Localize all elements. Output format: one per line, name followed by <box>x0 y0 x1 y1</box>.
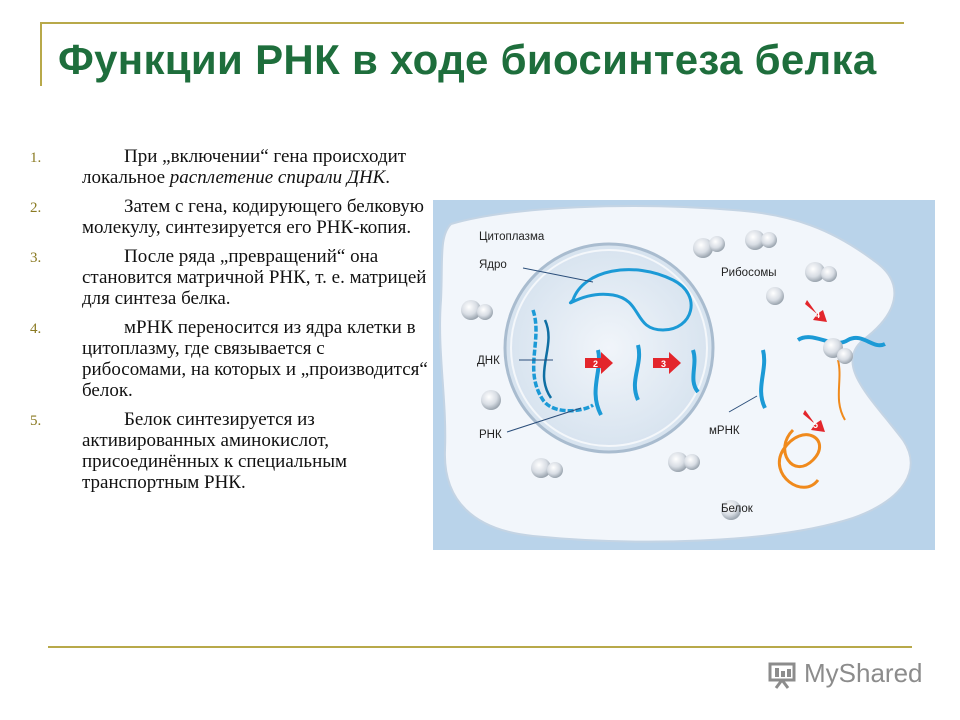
label-mrna: мРНК <box>709 425 740 437</box>
svg-text:2: 2 <box>593 359 599 369</box>
label-cytoplasm: Цитоплазма <box>479 231 545 243</box>
svg-text:4: 4 <box>815 310 821 320</box>
body-text: Затем с гена, кодирующего белковую молекулу, синтезируется его РНК-копия. <box>82 196 424 238</box>
left-rule <box>40 22 42 86</box>
body-text: При „включении“ гена происходит локальное <box>82 146 407 188</box>
watermark-logo <box>766 656 926 696</box>
body-text: мРНК переносится из ядра клетки в цитоплазму, где связывается с рибосомами, на которых и „производится“ белок. <box>82 317 428 401</box>
list-item-number: 1. <box>30 150 42 166</box>
list-item-text <box>82 196 430 238</box>
body-text: После ряда „превращений“ она становится матричной РНК, т. е. матрицей для синтеза белка. <box>82 246 427 309</box>
list-item-text <box>82 146 430 188</box>
body-text: . <box>385 167 391 188</box>
label-ribosomes: Рибосомы <box>721 267 777 279</box>
presentation-board-icon <box>766 658 798 690</box>
list-item-number: 4. <box>30 321 42 337</box>
biosynthesis-diagram <box>433 200 935 550</box>
list-item-number: 5. <box>30 413 42 429</box>
steps-list <box>30 146 430 501</box>
list-item <box>30 146 430 188</box>
label-dna: ДНК <box>477 355 500 367</box>
emphasis-text: расплетение спирали ДНК <box>169 167 386 188</box>
list-item <box>30 246 430 309</box>
list-item-number: 3. <box>30 250 42 266</box>
bottom-rule <box>48 646 912 648</box>
svg-text:5: 5 <box>813 420 819 430</box>
slide-title: Функции РНК в ходе биосинтеза белка <box>58 36 877 83</box>
list-item-number: 2. <box>30 200 42 216</box>
label-nucleus: Ядро <box>479 259 507 271</box>
nucleus <box>505 244 713 452</box>
list-item <box>30 317 430 401</box>
label-rna: РНК <box>479 429 502 441</box>
body-text: Белок синтезируется из активированных аминокислот, присоединённых к специальным транспортным РНК. <box>82 409 348 493</box>
list-item <box>30 196 430 238</box>
list-item-text <box>82 317 430 401</box>
top-rule <box>40 22 904 24</box>
watermark-text: MyShared <box>804 658 923 688</box>
list-item-text <box>82 409 430 493</box>
label-protein: Белок <box>721 503 753 515</box>
list-item <box>30 409 430 493</box>
list-item-text <box>82 246 430 309</box>
svg-text:3: 3 <box>661 359 667 369</box>
